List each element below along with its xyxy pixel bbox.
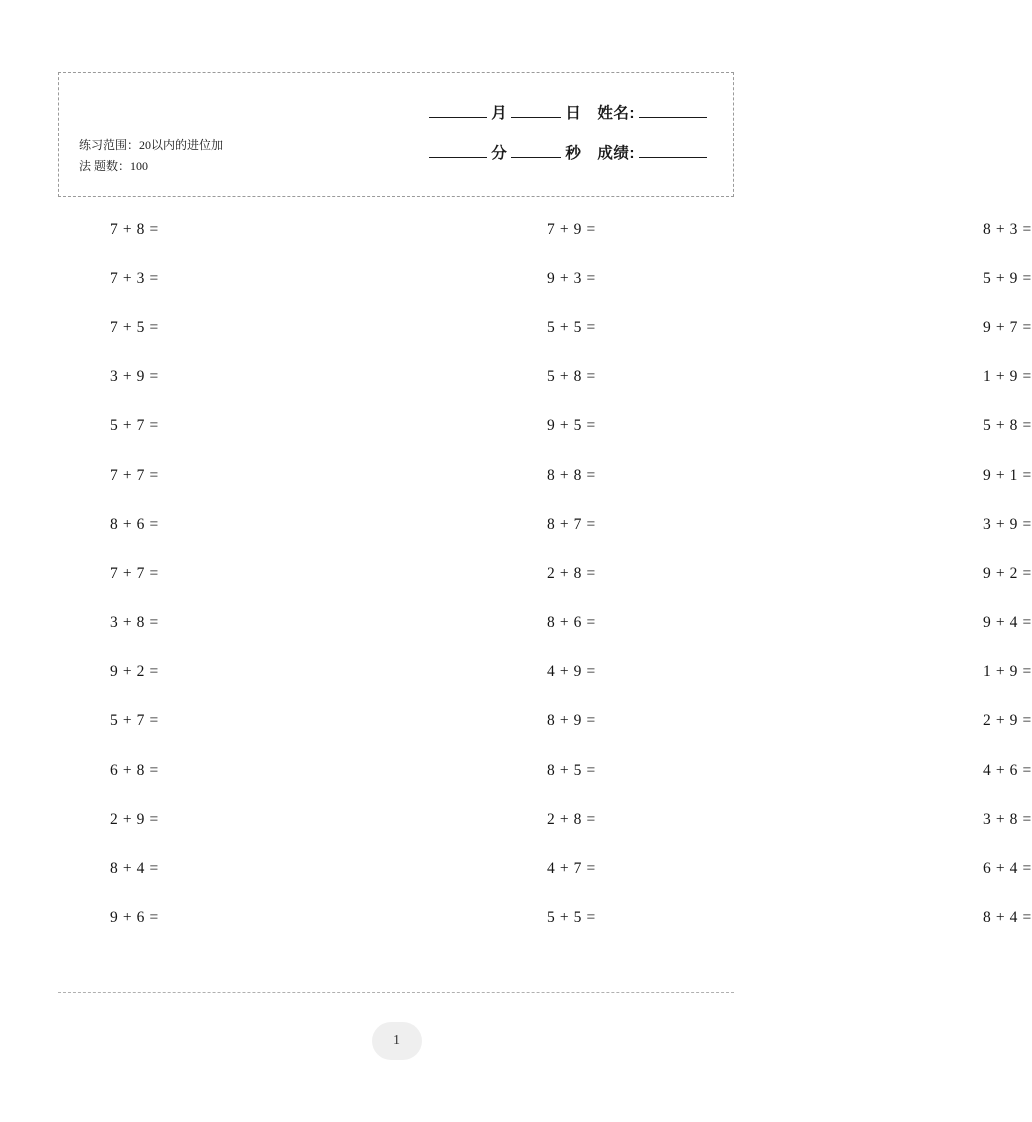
problem-item[interactable]: 7 + 8 = xyxy=(110,220,159,238)
page-number-badge: 1 xyxy=(372,1022,422,1060)
problem-row xyxy=(58,599,1032,648)
problem-item[interactable]: 7 + 3 = xyxy=(110,269,159,287)
problem-item[interactable]: 9 + 1 = xyxy=(983,466,1032,484)
problem-item[interactable]: 5 + 5 = xyxy=(547,909,596,927)
minute-blank[interactable] xyxy=(429,157,487,158)
problem-item[interactable]: 1 + 9 = xyxy=(983,663,1032,681)
problem-item[interactable]: 9 + 5 = xyxy=(547,417,596,435)
problem-item[interactable]: 5 + 8 = xyxy=(983,417,1032,435)
problem-item[interactable]: 8 + 7 = xyxy=(547,515,596,533)
footer-divider xyxy=(58,992,734,993)
problem-item[interactable]: 8 + 9 = xyxy=(547,712,596,730)
month-label: 月 xyxy=(491,105,508,122)
problem-item[interactable]: 9 + 6 = xyxy=(110,909,159,927)
problem-item[interactable]: 2 + 9 = xyxy=(983,712,1032,730)
problem-item[interactable]: 3 + 8 = xyxy=(983,810,1032,828)
time-row xyxy=(371,141,711,181)
problem-row xyxy=(58,254,1032,303)
problem-item[interactable]: 7 + 7 = xyxy=(110,466,159,484)
problem-row xyxy=(58,549,1032,598)
date-row xyxy=(371,101,711,141)
problem-item[interactable]: 9 + 3 = xyxy=(547,269,596,287)
problem-row xyxy=(58,205,1032,254)
problem-item[interactable]: 3 + 9 = xyxy=(983,515,1032,533)
problem-row xyxy=(58,353,1032,402)
problem-item[interactable]: 8 + 6 = xyxy=(547,614,596,632)
problem-item[interactable]: 2 + 8 = xyxy=(547,810,596,828)
problem-item[interactable]: 7 + 9 = xyxy=(547,220,596,238)
name-label: 姓名: xyxy=(597,105,635,122)
score-label: 成绩: xyxy=(597,145,635,162)
problem-item[interactable]: 8 + 8 = xyxy=(547,466,596,484)
problem-item[interactable]: 4 + 9 = xyxy=(547,663,596,681)
problem-row xyxy=(58,648,1032,697)
problem-item[interactable]: 5 + 5 = xyxy=(547,318,596,336)
header-fields xyxy=(371,101,711,181)
problem-row xyxy=(58,894,1032,943)
problem-row xyxy=(58,844,1032,893)
score-blank[interactable] xyxy=(639,157,707,158)
problem-item[interactable]: 8 + 4 = xyxy=(110,860,159,878)
minute-label: 分 xyxy=(491,145,508,162)
problem-item[interactable]: 4 + 7 = xyxy=(547,860,596,878)
problem-item[interactable]: 7 + 7 = xyxy=(110,564,159,582)
problem-item[interactable]: 9 + 2 = xyxy=(110,663,159,681)
problem-item[interactable]: 5 + 7 = xyxy=(110,712,159,730)
practice-range-line1: 练习范围：20以内的进位加 xyxy=(79,138,224,152)
problem-row xyxy=(58,303,1032,352)
problem-item[interactable]: 5 + 9 = xyxy=(983,269,1032,287)
problem-item[interactable]: 6 + 8 = xyxy=(110,761,159,779)
day-label: 日 xyxy=(565,105,582,122)
day-blank[interactable] xyxy=(511,117,561,118)
problem-row xyxy=(58,451,1032,500)
problem-row xyxy=(58,697,1032,746)
second-label: 秒 xyxy=(565,145,582,162)
problem-item[interactable]: 1 + 9 = xyxy=(983,368,1032,386)
problem-item[interactable]: 2 + 9 = xyxy=(110,810,159,828)
problem-item[interactable]: 5 + 7 = xyxy=(110,417,159,435)
problem-item[interactable]: 7 + 5 = xyxy=(110,318,159,336)
problem-item[interactable]: 8 + 6 = xyxy=(110,515,159,533)
problem-item[interactable]: 8 + 4 = xyxy=(983,909,1032,927)
problem-row xyxy=(58,500,1032,549)
problem-item[interactable]: 6 + 4 = xyxy=(983,860,1032,878)
problem-item[interactable]: 9 + 2 = xyxy=(983,564,1032,582)
month-blank[interactable] xyxy=(429,117,487,118)
problem-item[interactable]: 3 + 8 = xyxy=(110,614,159,632)
problems-grid xyxy=(58,205,1032,943)
practice-info xyxy=(79,135,329,177)
problem-item[interactable]: 5 + 8 = xyxy=(547,368,596,386)
problem-item[interactable]: 9 + 4 = xyxy=(983,614,1032,632)
problem-row xyxy=(58,746,1032,795)
problem-item[interactable]: 4 + 6 = xyxy=(983,761,1032,779)
problem-row xyxy=(58,795,1032,844)
problem-item[interactable]: 2 + 8 = xyxy=(547,564,596,582)
problem-item[interactable]: 9 + 7 = xyxy=(983,318,1032,336)
worksheet-header xyxy=(58,72,734,197)
problem-row xyxy=(58,402,1032,451)
problem-item[interactable]: 8 + 3 = xyxy=(983,220,1032,238)
name-blank[interactable] xyxy=(639,117,707,118)
second-blank[interactable] xyxy=(511,157,561,158)
problem-item[interactable]: 3 + 9 = xyxy=(110,368,159,386)
practice-range-line2: 法 题数：100 xyxy=(79,159,149,173)
problem-item[interactable]: 8 + 5 = xyxy=(547,761,596,779)
